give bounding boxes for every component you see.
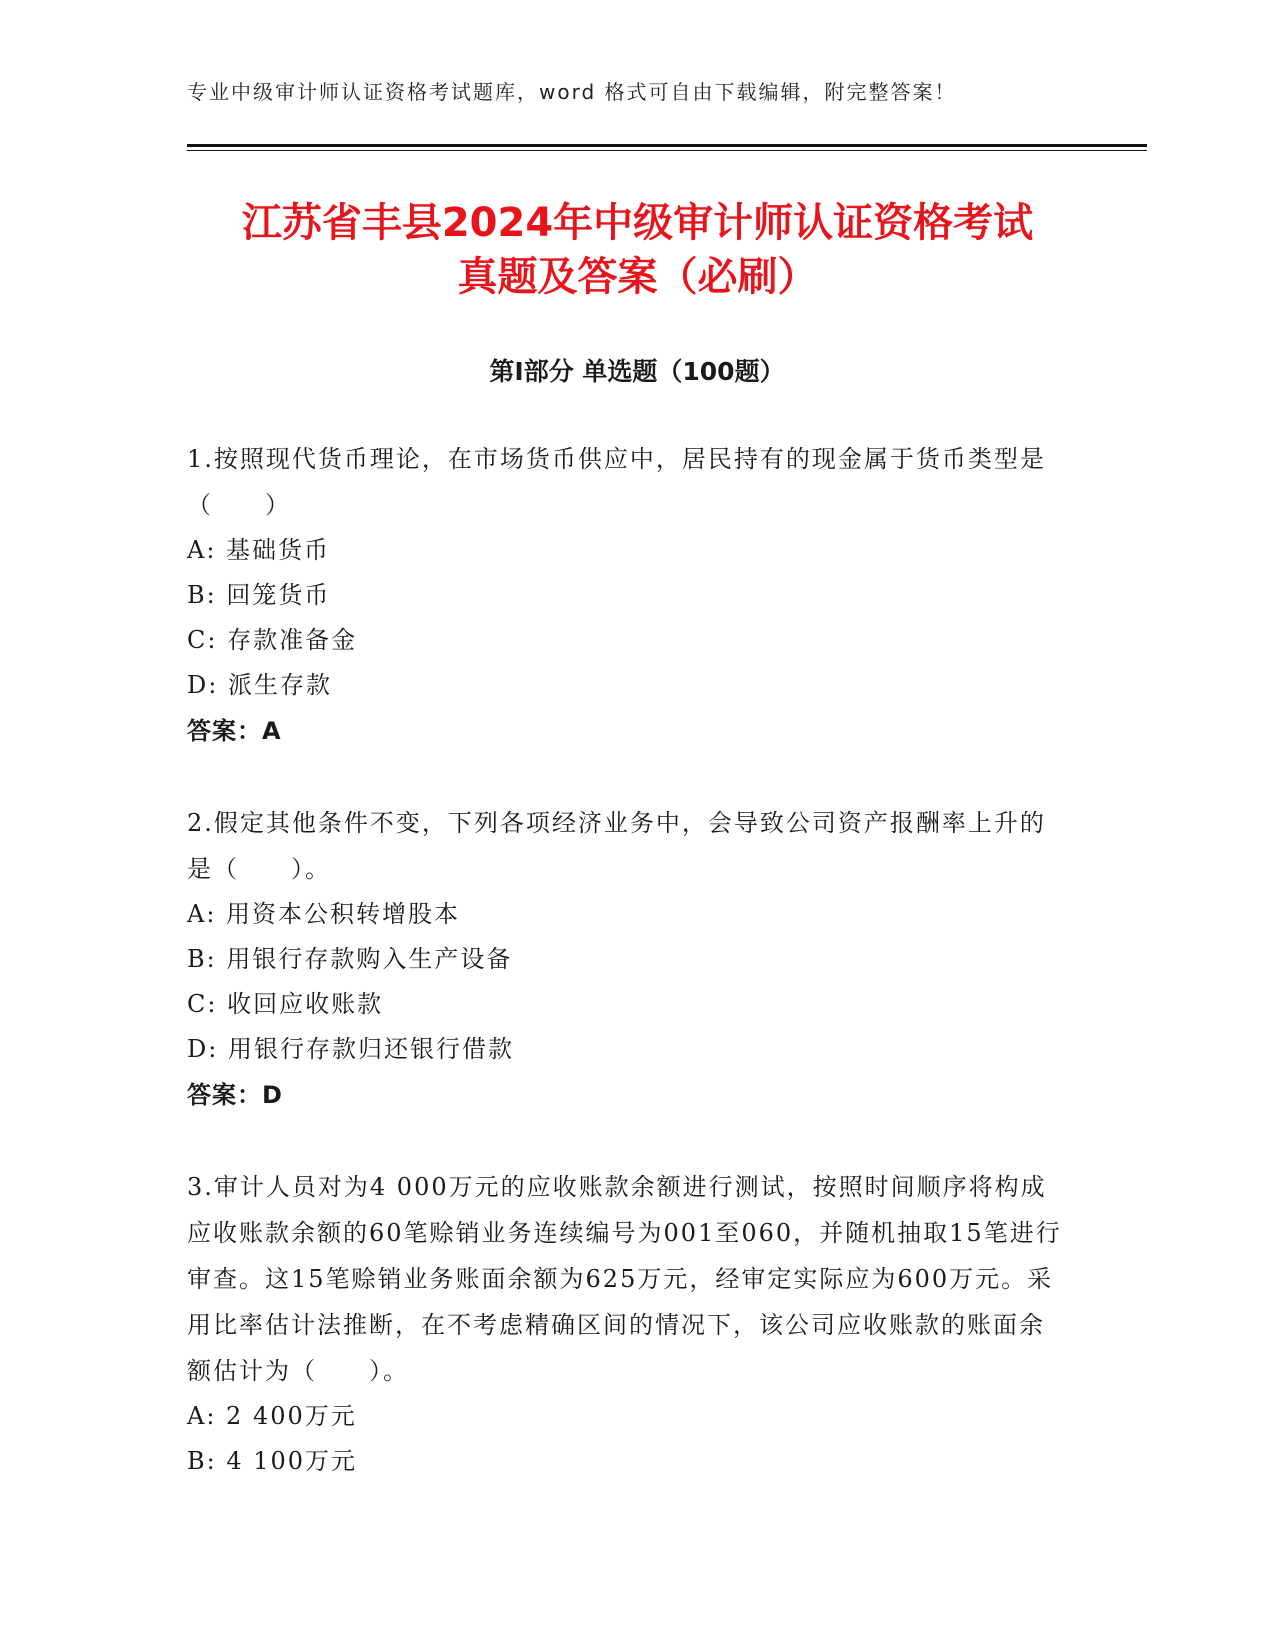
document-title	[150, 196, 1125, 304]
option-d: D: 用银行存款归还银行借款	[187, 1035, 514, 1063]
question-1	[187, 436, 1067, 754]
title-line-2: 真题及答案（必刷）	[457, 254, 818, 300]
question-stem: 1.按照现代货币理论，在市场货币供应中，居民持有的现金属于货币类型是（ ）	[187, 445, 1046, 519]
header-rule-thin	[187, 150, 1147, 151]
question-3	[187, 1164, 1067, 1484]
question-list	[187, 436, 1067, 1530]
option-a: A: 2 400万元	[187, 1402, 357, 1430]
option-b: B: 用银行存款购入生产设备	[187, 945, 513, 973]
header-note: 专业中级审计师认证资格考试题库，word 格式可自由下载编辑，附完整答案！	[187, 80, 957, 104]
option-b: B: 回笼货币	[187, 581, 331, 609]
question-2	[187, 800, 1067, 1118]
section-title: 第Ⅰ部分 单选题（100题）	[489, 357, 785, 386]
question-stem: 3.审计人员对为4 000万元的应收账款余额进行测试，按照时间顺序将构成应收账款余额的60笔赊销业务连续编号为001至060，并随机抽取15笔进行审查。这15笔赊销业务账面余额为625万元，经审定实际应为600万元。采用比率估计法推断，在不考虑精确区间的情况下，该公司应收账款的账面余额估计为（ ）。	[187, 1173, 1062, 1385]
header-rule-thick	[187, 144, 1147, 147]
option-a: A: 用资本公积转增股本	[187, 900, 461, 928]
option-b: B: 4 100万元	[187, 1447, 358, 1475]
question-stem: 2.假定其他条件不变，下列各项经济业务中，会导致公司资产报酬率上升的是（ ）。	[187, 809, 1046, 883]
title-line-1: 江苏省丰县2024年中级审计师认证资格考试	[241, 200, 1034, 246]
answer: 答案：A	[187, 717, 282, 745]
option-d: D: 派生存款	[187, 671, 332, 699]
option-a: A: 基础货币	[187, 536, 331, 564]
option-c: C: 收回应收账款	[187, 990, 384, 1018]
option-c: C: 存款准备金	[187, 626, 358, 654]
answer: 答案：D	[187, 1081, 283, 1109]
